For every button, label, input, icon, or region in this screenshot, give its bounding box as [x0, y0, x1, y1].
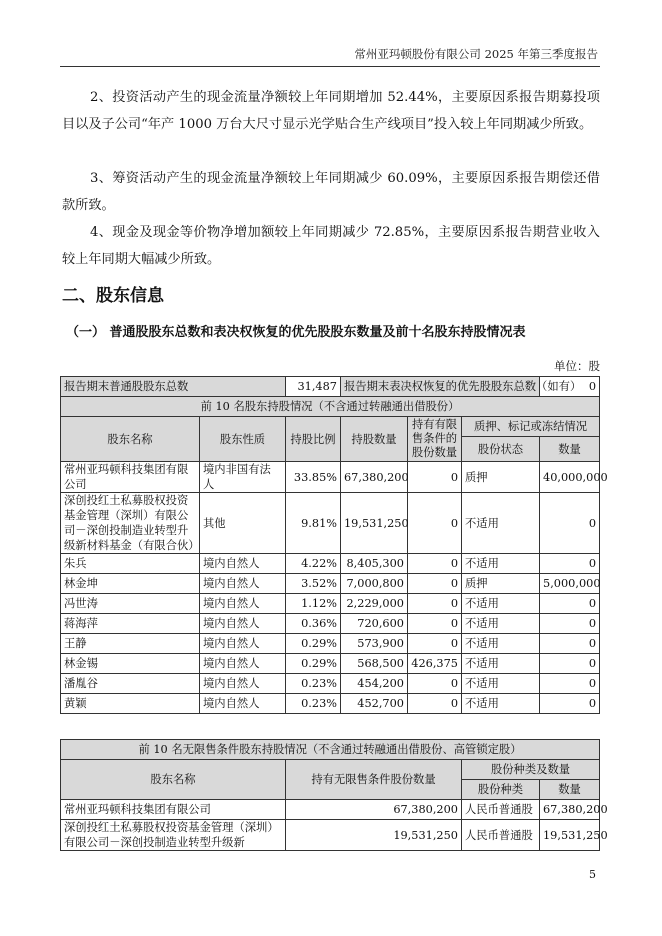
- shareholder-row: [61, 574, 600, 594]
- holder-nature: 境内自然人: [200, 594, 286, 614]
- header-unrestricted-name: 股东名称: [61, 760, 286, 800]
- holding-quantity: 2,229,000: [341, 594, 408, 614]
- shareholder-row: [61, 462, 600, 493]
- unrestricted-shareholders-table: [60, 739, 608, 851]
- header-restricted-shares: 持有有限售条件的股份数量: [408, 417, 462, 462]
- holder-nature: 境内自然人: [200, 554, 286, 574]
- pledge-status: 不适用: [462, 674, 540, 694]
- pledge-status: 不适用: [462, 614, 540, 634]
- header-divider: [60, 66, 600, 67]
- header-holding-quantity: 持股数量: [341, 417, 408, 462]
- pledge-status: 质押: [462, 462, 540, 493]
- paragraph-cash-equivalents: 4、现金及现金等价物净增加额较上年同期减少 72.85%，主要原因系报告期营业收入较上年同期大幅减少所致。: [62, 225, 600, 267]
- pledge-quantity: 0: [540, 634, 600, 654]
- holding-ratio: 33.85%: [286, 462, 341, 493]
- restricted-shares: 426,375: [408, 654, 462, 674]
- unrestricted-row: [61, 800, 600, 820]
- holding-ratio: 0.36%: [286, 614, 341, 634]
- pledge-quantity: 40,000,000: [540, 462, 600, 493]
- header-pledge-group: 质押、标记或冻结情况: [462, 417, 600, 437]
- holder-nature: 境内自然人: [200, 694, 286, 714]
- holding-ratio: 0.23%: [286, 674, 341, 694]
- subsection-title: （一） 普通股股东总数和表决权恢复的优先股股东数量及前十名股东持股情况表: [66, 325, 526, 340]
- page-header-title: 常州亚玛顿股份有限公司 2025 年第三季度报告: [354, 47, 598, 61]
- holding-ratio: 4.22%: [286, 554, 341, 574]
- unrestricted-header-row: [61, 760, 600, 780]
- holder-nature: 境内自然人: [200, 654, 286, 674]
- holder-name: 潘胤谷: [61, 674, 200, 694]
- holding-ratio: 9.81%: [286, 493, 341, 554]
- paragraph-financing-cashflow: 3、筹资活动产生的现金流量净额较上年同期减少 60.09%，主要原因系报告期偿还借款所致。: [62, 171, 600, 213]
- summary-row: [61, 377, 600, 397]
- holding-ratio: 1.12%: [286, 594, 341, 614]
- holding-ratio: 0.29%: [286, 654, 341, 674]
- share-type: 人民币普通股: [462, 800, 540, 820]
- unrestricted-section-row: [61, 740, 600, 760]
- pledge-status: 不适用: [462, 694, 540, 714]
- holder-name: 黄颖: [61, 694, 200, 714]
- restricted-shares: 0: [408, 614, 462, 634]
- total-holders-value: 31,487: [286, 377, 341, 397]
- unrestricted-section-label: 前 10 名无限售条件股东持股情况（不含通过转融通出借股份、高管锁定股）: [61, 740, 600, 760]
- header-unrestricted-quantity: 持有无限售条件股份数量: [286, 760, 462, 800]
- shareholder-row: [61, 634, 600, 654]
- preferred-holders-value: 0: [540, 377, 600, 397]
- header-holding-ratio: 持股比例: [286, 417, 341, 462]
- pledge-quantity: 0: [540, 554, 600, 574]
- restricted-shares: 0: [408, 674, 462, 694]
- holder-name: 常州亚玛顿科技集团有限公司: [61, 462, 200, 493]
- share-type-quantity: 67,380,200: [540, 800, 600, 820]
- preferred-holders-label: 报告期末表决权恢复的优先股股东总数（如有）: [341, 377, 540, 397]
- pledge-quantity: 5,000,000: [540, 574, 600, 594]
- restricted-shares: 0: [408, 634, 462, 654]
- header-pledge-status: 股份状态: [462, 437, 540, 462]
- shareholder-row: [61, 594, 600, 614]
- header-share-type-group: 股份种类及数量: [462, 760, 600, 780]
- holder-nature: 境内自然人: [200, 614, 286, 634]
- unrestricted-quantity: 19,531,250: [286, 820, 462, 851]
- holder-name: 深创投红土私募股权投资基金管理（深圳）有限公司－深创投制造业转型升级新材料基金（有限合伙）: [61, 493, 200, 554]
- section-title: 二、股东信息: [62, 286, 164, 306]
- header-holder-nature: 股东性质: [200, 417, 286, 462]
- pledge-status: 不适用: [462, 654, 540, 674]
- holding-quantity: 454,200: [341, 674, 408, 694]
- restricted-shares: 0: [408, 554, 462, 574]
- header-share-type: 股份种类: [462, 780, 540, 800]
- top10-section-row: [61, 397, 600, 417]
- pledge-quantity: 0: [540, 614, 600, 634]
- restricted-shares: 0: [408, 462, 462, 493]
- paragraph-investing-cashflow: 2、投资活动产生的现金流量净额较上年同期增加 52.44%，主要原因系报告期募投项目以及子公司“年产 1000 万台大尺寸显示光学贴合生产线项目”投入较上年同期减少所致。: [62, 90, 600, 132]
- holder-nature: 境内自然人: [200, 574, 286, 594]
- shareholder-row: [61, 674, 600, 694]
- shareholder-row: [61, 554, 600, 574]
- restricted-shares: 0: [408, 694, 462, 714]
- holder-name: 蒋海萍: [61, 614, 200, 634]
- pledge-quantity: 0: [540, 674, 600, 694]
- pledge-quantity: 0: [540, 493, 600, 554]
- pledge-quantity: 0: [540, 654, 600, 674]
- holder-name: 朱兵: [61, 554, 200, 574]
- pledge-status: 质押: [462, 574, 540, 594]
- share-type-quantity: 19,531,250: [540, 820, 600, 851]
- unrestricted-row: [61, 820, 600, 851]
- holder-name: 冯世涛: [61, 594, 200, 614]
- unit-label: 单位：股: [554, 359, 600, 373]
- holding-quantity: 19,531,250: [341, 493, 408, 554]
- top10-header-row: [61, 417, 600, 437]
- page-number: 5: [589, 868, 596, 881]
- shareholder-row: [61, 694, 600, 714]
- holding-quantity: 720,600: [341, 614, 408, 634]
- pledge-status: 不适用: [462, 554, 540, 574]
- holder-nature: 境内自然人: [200, 634, 286, 654]
- holder-name: 林金坤: [61, 574, 200, 594]
- holding-ratio: 0.23%: [286, 694, 341, 714]
- holding-ratio: 0.29%: [286, 634, 341, 654]
- holding-ratio: 3.52%: [286, 574, 341, 594]
- shareholder-row: [61, 614, 600, 634]
- holder-name: 林金锡: [61, 654, 200, 674]
- holding-quantity: 7,000,800: [341, 574, 408, 594]
- header-share-type-quantity: 数量: [540, 780, 600, 800]
- holding-quantity: 67,380,200: [341, 462, 408, 493]
- holding-quantity: 568,500: [341, 654, 408, 674]
- restricted-shares: 0: [408, 594, 462, 614]
- unrestricted-holder-name: 深创投红土私募股权投资基金管理（深圳）有限公司－深创投制造业转型升级新: [61, 820, 286, 851]
- pledge-status: 不适用: [462, 493, 540, 554]
- holder-nature: 其他: [200, 493, 286, 554]
- total-holders-label: 报告期末普通股股东总数: [61, 377, 286, 397]
- holder-nature: 境内非国有法人: [200, 462, 286, 493]
- share-type: 人民币普通股: [462, 820, 540, 851]
- holding-quantity: 8,405,300: [341, 554, 408, 574]
- unrestricted-quantity: 67,380,200: [286, 800, 462, 820]
- pledge-quantity: 0: [540, 694, 600, 714]
- restricted-shares: 0: [408, 574, 462, 594]
- pledge-status: 不适用: [462, 594, 540, 614]
- restricted-shares: 0: [408, 493, 462, 554]
- pledge-status: 不适用: [462, 634, 540, 654]
- pledge-quantity: 0: [540, 594, 600, 614]
- header-holder-name: 股东名称: [61, 417, 200, 462]
- holding-quantity: 573,900: [341, 634, 408, 654]
- holder-name: 王静: [61, 634, 200, 654]
- holder-nature: 境内自然人: [200, 674, 286, 694]
- shareholder-row: [61, 493, 600, 554]
- unrestricted-holder-name: 常州亚玛顿科技集团有限公司: [61, 800, 286, 820]
- top10-section-label: 前 10 名股东持股情况（不含通过转融通出借股份）: [61, 397, 600, 417]
- top10-shareholders-table: [60, 376, 608, 714]
- holding-quantity: 452,700: [341, 694, 408, 714]
- header-pledge-quantity: 数量: [540, 437, 600, 462]
- shareholder-row: [61, 654, 600, 674]
